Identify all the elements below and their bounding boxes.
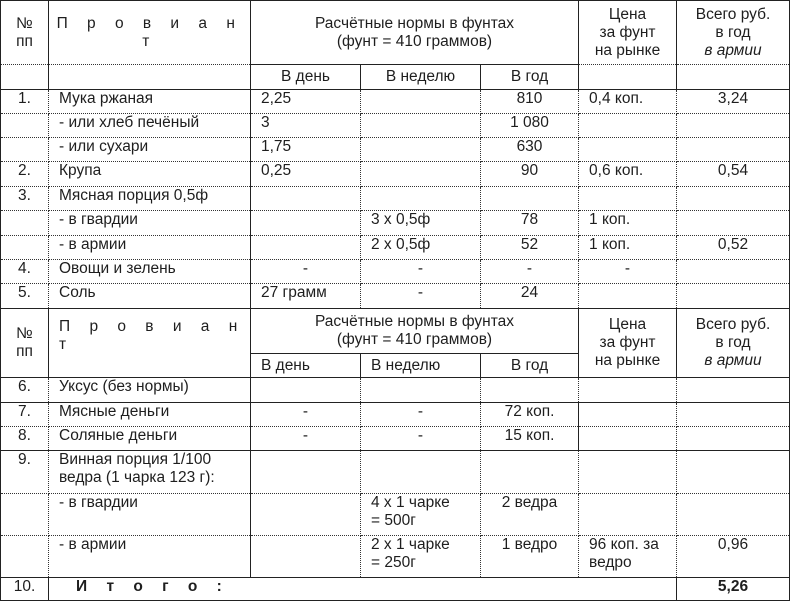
row-item: - или хлеб печёный [49, 114, 251, 138]
row-week: - [361, 260, 481, 284]
row-day [251, 187, 361, 211]
table-row [1, 138, 790, 162]
row-year: 72 коп. [481, 403, 579, 427]
header-norms [251, 1, 579, 65]
header-total-line: в год [715, 23, 751, 41]
row-day: - [251, 427, 361, 451]
header-no [1, 309, 49, 378]
row-year: - [481, 260, 579, 284]
row-year: 630 [481, 138, 579, 162]
header-no-empty [1, 65, 49, 90]
header-price [579, 309, 677, 378]
row-day [251, 236, 361, 260]
row-day: 3 [251, 114, 361, 138]
row-year [481, 451, 579, 494]
row-no: 1. [1, 90, 49, 114]
row-total: 0,54 [677, 162, 790, 187]
row-day [251, 494, 361, 536]
header-norms-title: Расчётные нормы в фунтах [314, 14, 515, 32]
row-year [481, 187, 579, 211]
header-norms-subtitle: (фунт = 410 граммов) [336, 32, 493, 50]
header-per-week: В неделю [361, 65, 481, 90]
header-item-label: П р о в и а н т [56, 14, 243, 50]
header-no-symbol: № [16, 325, 33, 342]
row-week: 2 х 0,5ф [361, 236, 481, 260]
row-price [579, 114, 677, 138]
row-total [677, 403, 790, 427]
row-week [361, 162, 481, 187]
header-row-1 [1, 1, 790, 65]
header-total-empty [677, 65, 790, 90]
row-no: 6. [1, 378, 49, 403]
header-per-day: В день [251, 65, 361, 90]
header-total-line: в армии [704, 352, 762, 369]
header-price [579, 1, 677, 65]
table-row [1, 403, 790, 427]
row-total [677, 284, 790, 309]
row-total [677, 211, 790, 236]
row-total: 3,24 [677, 90, 790, 114]
table-row [1, 211, 790, 236]
table-row [1, 114, 790, 138]
row-total [677, 138, 790, 162]
row-week: - [361, 427, 481, 451]
table-row [1, 187, 790, 211]
table-row [1, 260, 790, 284]
grand-total-value: 5,26 [677, 578, 790, 601]
header-price-line: Цена [608, 316, 647, 333]
row-item: Мясная порция 0,5ф [49, 187, 251, 211]
row-item: Овощи и зелень [49, 260, 251, 284]
total-row-label-cell [49, 578, 677, 601]
header-per-year: В год [481, 65, 579, 90]
row-price [579, 494, 677, 536]
row-total [677, 260, 790, 284]
table-row [1, 162, 790, 187]
row-item: Мясные деньги [49, 403, 251, 427]
header-total [677, 309, 790, 378]
header-item-empty [49, 65, 251, 90]
table-row [1, 284, 790, 309]
row-no [1, 236, 49, 260]
row-week [361, 187, 481, 211]
header-price-empty [579, 65, 677, 90]
row-year: 810 [481, 90, 579, 114]
header-item [49, 309, 251, 378]
header-no [1, 1, 49, 65]
row-no: 4. [1, 260, 49, 284]
row-total: 0,52 [677, 236, 790, 260]
row-week: 3 х 0,5ф [361, 211, 481, 236]
row-price [579, 187, 677, 211]
row-total: 0,96 [677, 536, 790, 578]
row-item: Соль [49, 284, 251, 309]
row-price [579, 427, 677, 451]
header-no-symbol: № [16, 14, 33, 32]
header-no-abbr: пп [16, 343, 33, 360]
header-price-line: на рынке [594, 41, 661, 59]
row-day: 27 грамм [251, 284, 361, 309]
header-per-day: В день [251, 354, 361, 378]
row-price [579, 403, 677, 427]
table-row [1, 427, 790, 451]
row-year: 1 080 [481, 114, 579, 138]
row-price: 96 коп. за ведро [579, 536, 677, 578]
row-item: Винная порция 1/100 ведра (1 чарка 123 г): [49, 451, 251, 494]
row-day [251, 211, 361, 236]
row-price: - [579, 260, 677, 284]
row-no: 8. [1, 427, 49, 451]
row-price [579, 138, 677, 162]
row-item: - в армии [49, 536, 251, 578]
row-price [579, 451, 677, 494]
row-no: 5. [1, 284, 49, 309]
row-day [251, 451, 361, 494]
row-no: 7. [1, 403, 49, 427]
row-day [251, 536, 361, 578]
row-year: 90 [481, 162, 579, 187]
row-total [677, 187, 790, 211]
header-price-line: на рынке [594, 352, 661, 369]
row-total [677, 494, 790, 536]
row-day: - [251, 403, 361, 427]
row-item: Уксус (без нормы) [49, 378, 251, 403]
row-no: 9. [1, 451, 49, 494]
row-item: - или сухари [49, 138, 251, 162]
row-no: 3. [1, 187, 49, 211]
table-row [1, 90, 790, 114]
row-no [1, 211, 49, 236]
row-year: 2 ведра [481, 494, 579, 536]
row-year: 24 [481, 284, 579, 309]
header-total-line: Всего руб. [695, 316, 771, 333]
total-label: И т о г о : [76, 578, 230, 595]
row-week: 4 х 1 чарке = 500г [361, 494, 481, 536]
row-day [251, 378, 361, 403]
header-item [49, 1, 251, 65]
row-week [361, 378, 481, 403]
row-item: Мука ржаная [49, 90, 251, 114]
header-norms-title: Расчётные нормы в фунтах [314, 313, 515, 330]
row-week [361, 451, 481, 494]
row-price: 1 коп. [579, 211, 677, 236]
row-total [677, 378, 790, 403]
header-item-label: П р о в и а н т [59, 318, 245, 353]
row-week [361, 138, 481, 162]
row-total [677, 451, 790, 494]
row-week: 2 х 1 чарке = 250г [361, 536, 481, 578]
header-price-line: Цена [608, 5, 647, 23]
header-per-week: В неделю [361, 354, 481, 378]
row-total [677, 114, 790, 138]
row-price: 0,4 коп. [579, 90, 677, 114]
header-price-line: за фунт [599, 334, 656, 351]
table-row [1, 236, 790, 260]
row-price: 0,6 коп. [579, 162, 677, 187]
header-norms [251, 309, 579, 354]
row-no [1, 536, 49, 578]
table-row [1, 451, 790, 494]
total-row [1, 578, 790, 601]
table-row [1, 536, 790, 578]
row-week [361, 90, 481, 114]
row-no: 2. [1, 162, 49, 187]
table-row [1, 378, 790, 403]
header-total-line: в армии [704, 41, 762, 59]
row-week: - [361, 403, 481, 427]
row-day: 1,75 [251, 138, 361, 162]
header-per-year: В год [481, 354, 579, 378]
row-year: 1 ведро [481, 536, 579, 578]
row-item: Соляные деньги [49, 427, 251, 451]
row-no [1, 138, 49, 162]
total-row-no: 10. [1, 578, 49, 601]
header-norms-subtitle: (фунт = 410 граммов) [336, 331, 493, 348]
table-row [1, 494, 790, 536]
header-total-line: в год [715, 334, 751, 351]
row-year [481, 378, 579, 403]
header-row-repeat-1 [1, 309, 790, 354]
row-item: Крупа [49, 162, 251, 187]
row-day: 0,25 [251, 162, 361, 187]
row-day: 2,25 [251, 90, 361, 114]
header-total-line: Всего руб. [695, 5, 771, 23]
row-no [1, 494, 49, 536]
row-year: 15 коп. [481, 427, 579, 451]
row-week [361, 114, 481, 138]
row-item: - в гвардии [49, 494, 251, 536]
header-no-abbr: пп [16, 32, 33, 50]
row-price [579, 378, 677, 403]
header-row-2 [1, 65, 790, 90]
row-no [1, 114, 49, 138]
row-item: - в армии [49, 236, 251, 260]
row-week: - [361, 284, 481, 309]
header-total [677, 1, 790, 65]
row-day: - [251, 260, 361, 284]
row-item: - в гвардии [49, 211, 251, 236]
row-price [579, 284, 677, 309]
row-total [677, 427, 790, 451]
row-year: 52 [481, 236, 579, 260]
header-price-line: за фунт [599, 23, 656, 41]
row-year: 78 [481, 211, 579, 236]
row-price: 1 коп. [579, 236, 677, 260]
